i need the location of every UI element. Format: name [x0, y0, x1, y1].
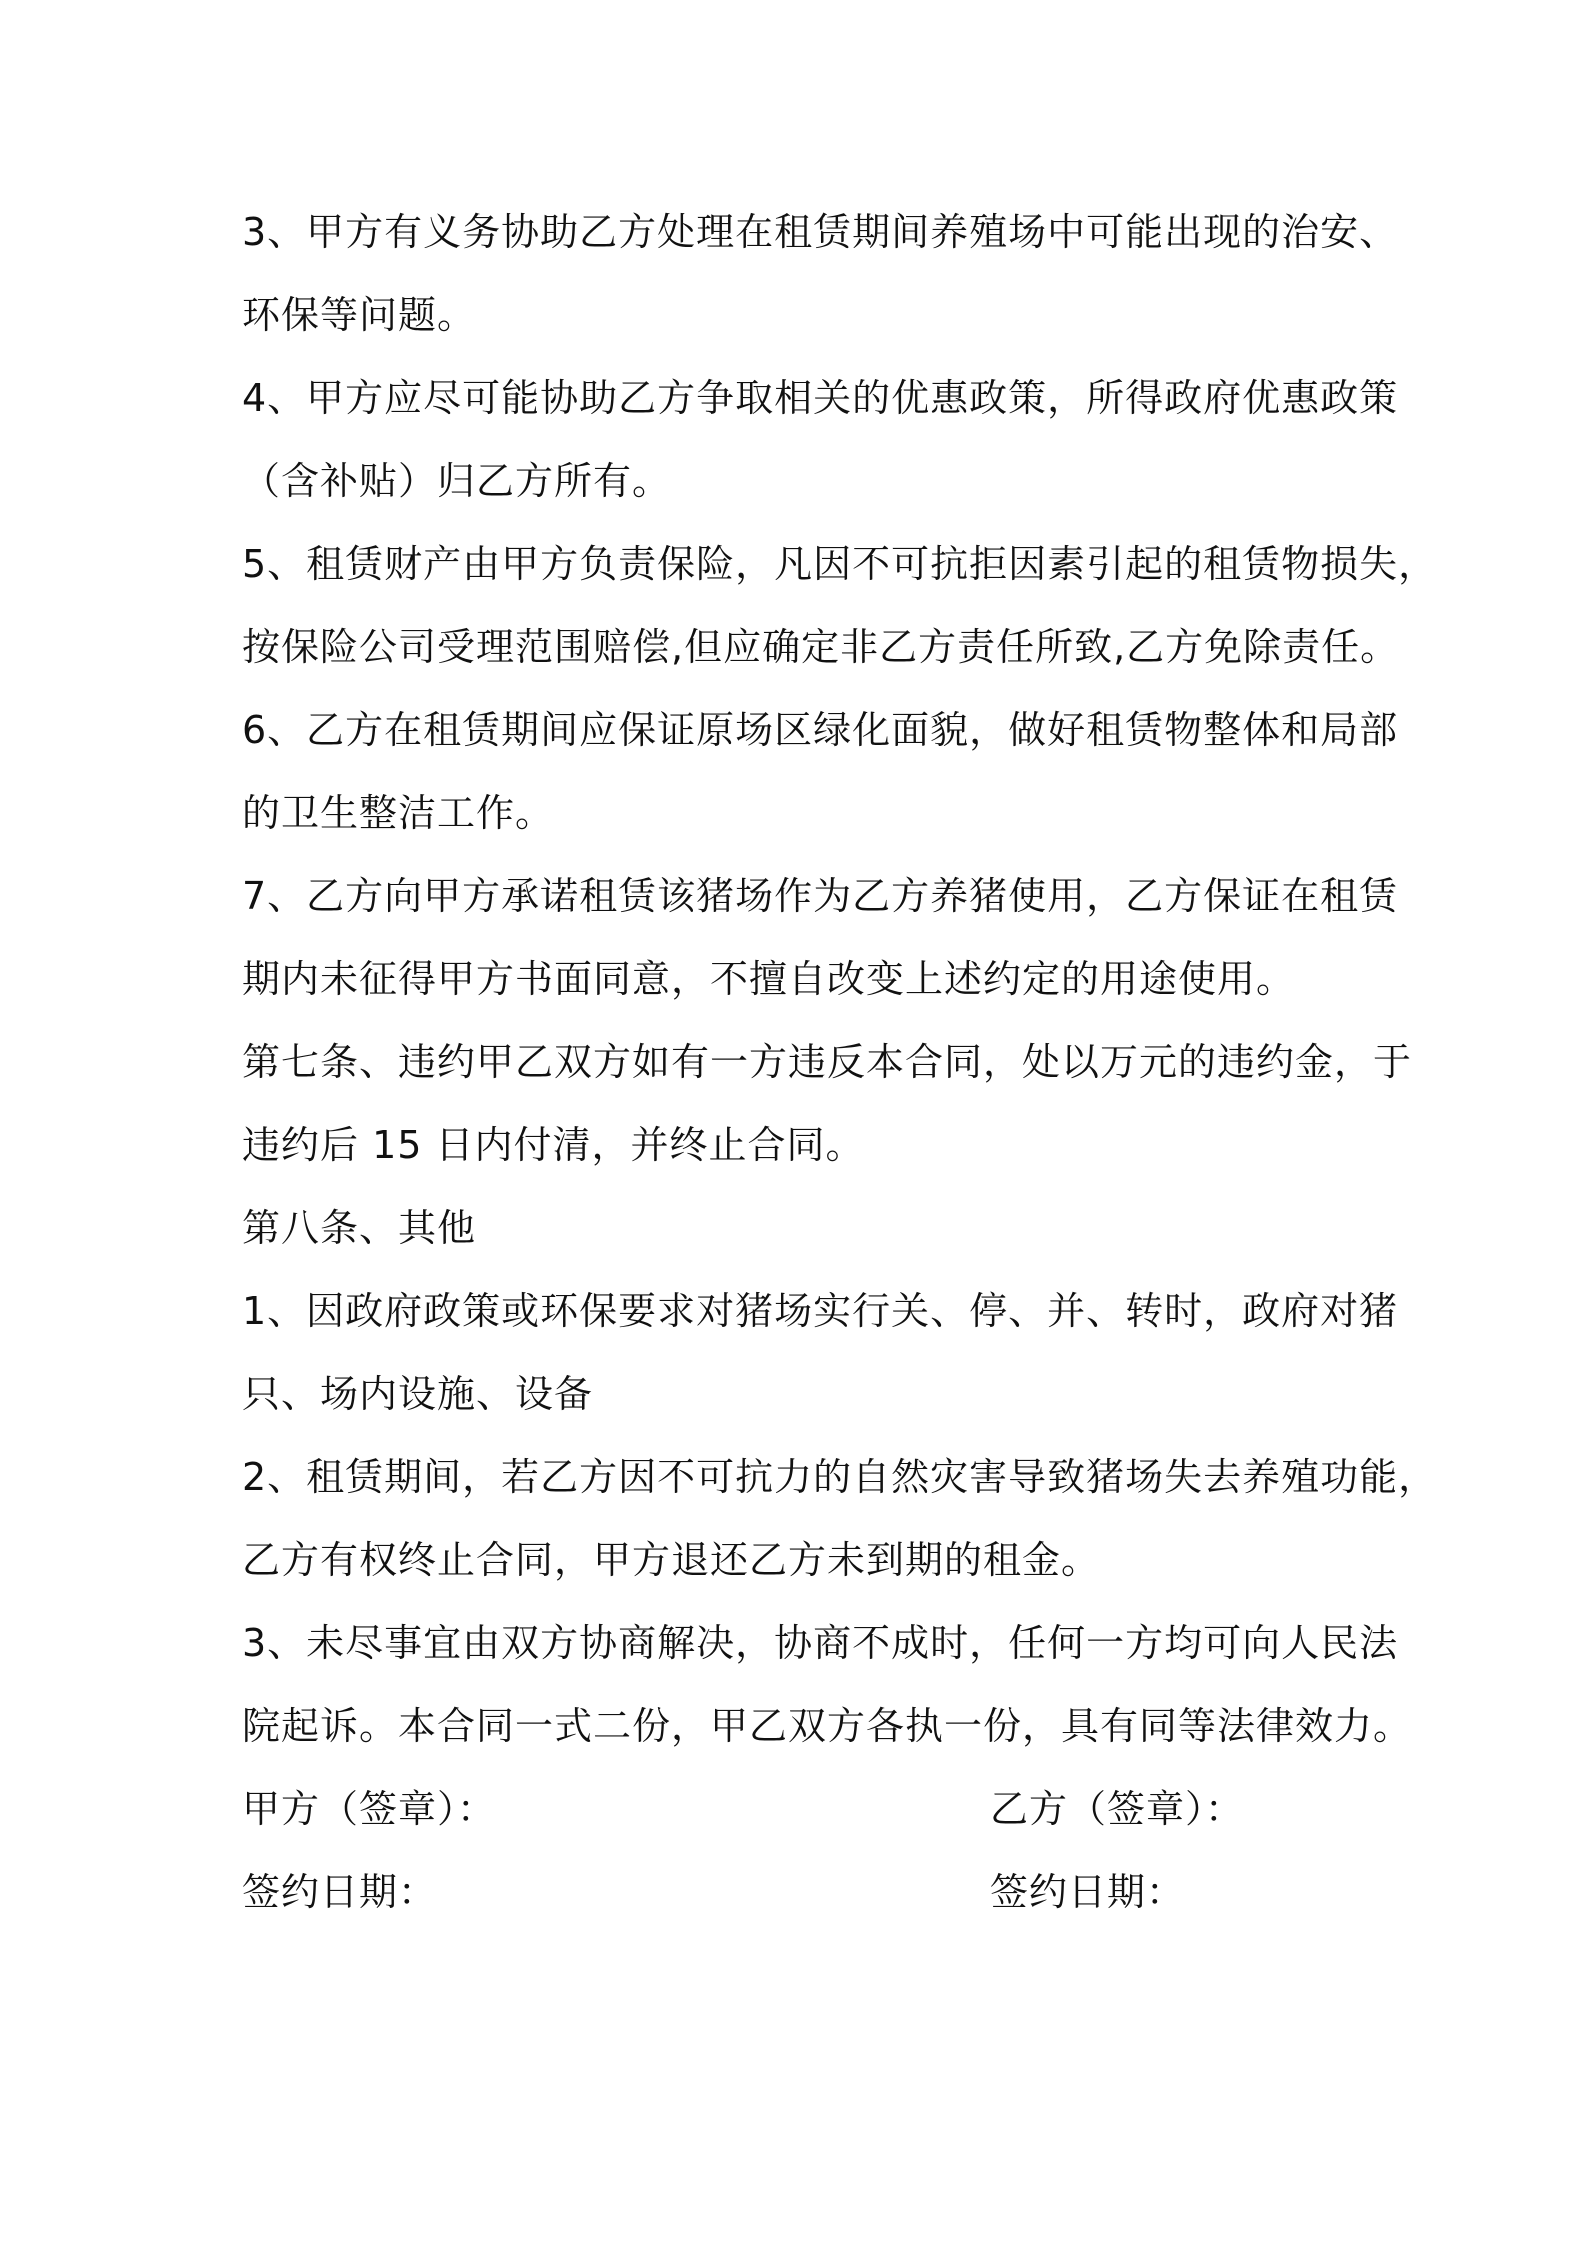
party-b-signature-label: 乙方（签章）：	[990, 1787, 1245, 1831]
party-a-signature-label: 甲方（签章）：	[242, 1787, 497, 1831]
paragraph-line: 的卫生整洁工作。	[242, 791, 555, 835]
party-b-date-label: 签约日期：	[990, 1870, 1186, 1914]
paragraph-line: 第七条、违约甲乙双方如有一方违反本合同，处以万元的违约金，于	[242, 1040, 1413, 1084]
paragraph-line: 1、因政府政策或环保要求对猪场实行关、停、并、转时，政府对猪	[242, 1289, 1399, 1333]
party-a-date-label: 签约日期：	[242, 1870, 438, 1914]
paragraph-line: 2、租赁期间，若乙方因不可抗力的自然灾害导致猪场失去养殖功能，	[242, 1455, 1438, 1499]
paragraph-line: 3、未尽事宜由双方协商解决，协商不成时，任何一方均可向人民法	[242, 1621, 1399, 1665]
paragraph-line: 3、甲方有义务协助乙方处理在租赁期间养殖场中可能出现的治安、	[242, 210, 1399, 254]
paragraph-line: 院起诉。本合同一式二份，甲乙双方各执一份，具有同等法律效力。	[242, 1704, 1413, 1748]
paragraph-line: 5、租赁财产由甲方负责保险，凡因不可抗拒因素引起的租赁物损失，	[242, 542, 1438, 586]
paragraph-line: 6、乙方在租赁期间应保证原场区绿化面貌，做好租赁物整体和局部	[242, 708, 1399, 752]
paragraph-line: 按保险公司受理范围赔偿,但应确定非乙方责任所致,乙方免除责任。	[242, 625, 1400, 669]
paragraph-line: 环保等问题。	[242, 293, 477, 337]
paragraph-line: 4、甲方应尽可能协助乙方争取相关的优惠政策，所得政府优惠政策	[242, 376, 1399, 420]
paragraph-line: 期内未征得甲方书面同意，不擅自改变上述约定的用途使用。	[242, 957, 1296, 1001]
paragraph-line: （含补贴）归乙方所有。	[242, 459, 672, 503]
section-heading: 第八条、其他	[242, 1206, 477, 1250]
paragraph-line: 7、乙方向甲方承诺租赁该猪场作为乙方养猪使用，乙方保证在租赁	[242, 874, 1399, 918]
paragraph-line: 只、场内设施、设备	[242, 1372, 594, 1416]
paragraph-line: 乙方有权终止合同，甲方退还乙方未到期的租金。	[242, 1538, 1101, 1582]
paragraph-line: 违约后 15 日内付清，并终止合同。	[242, 1123, 865, 1167]
